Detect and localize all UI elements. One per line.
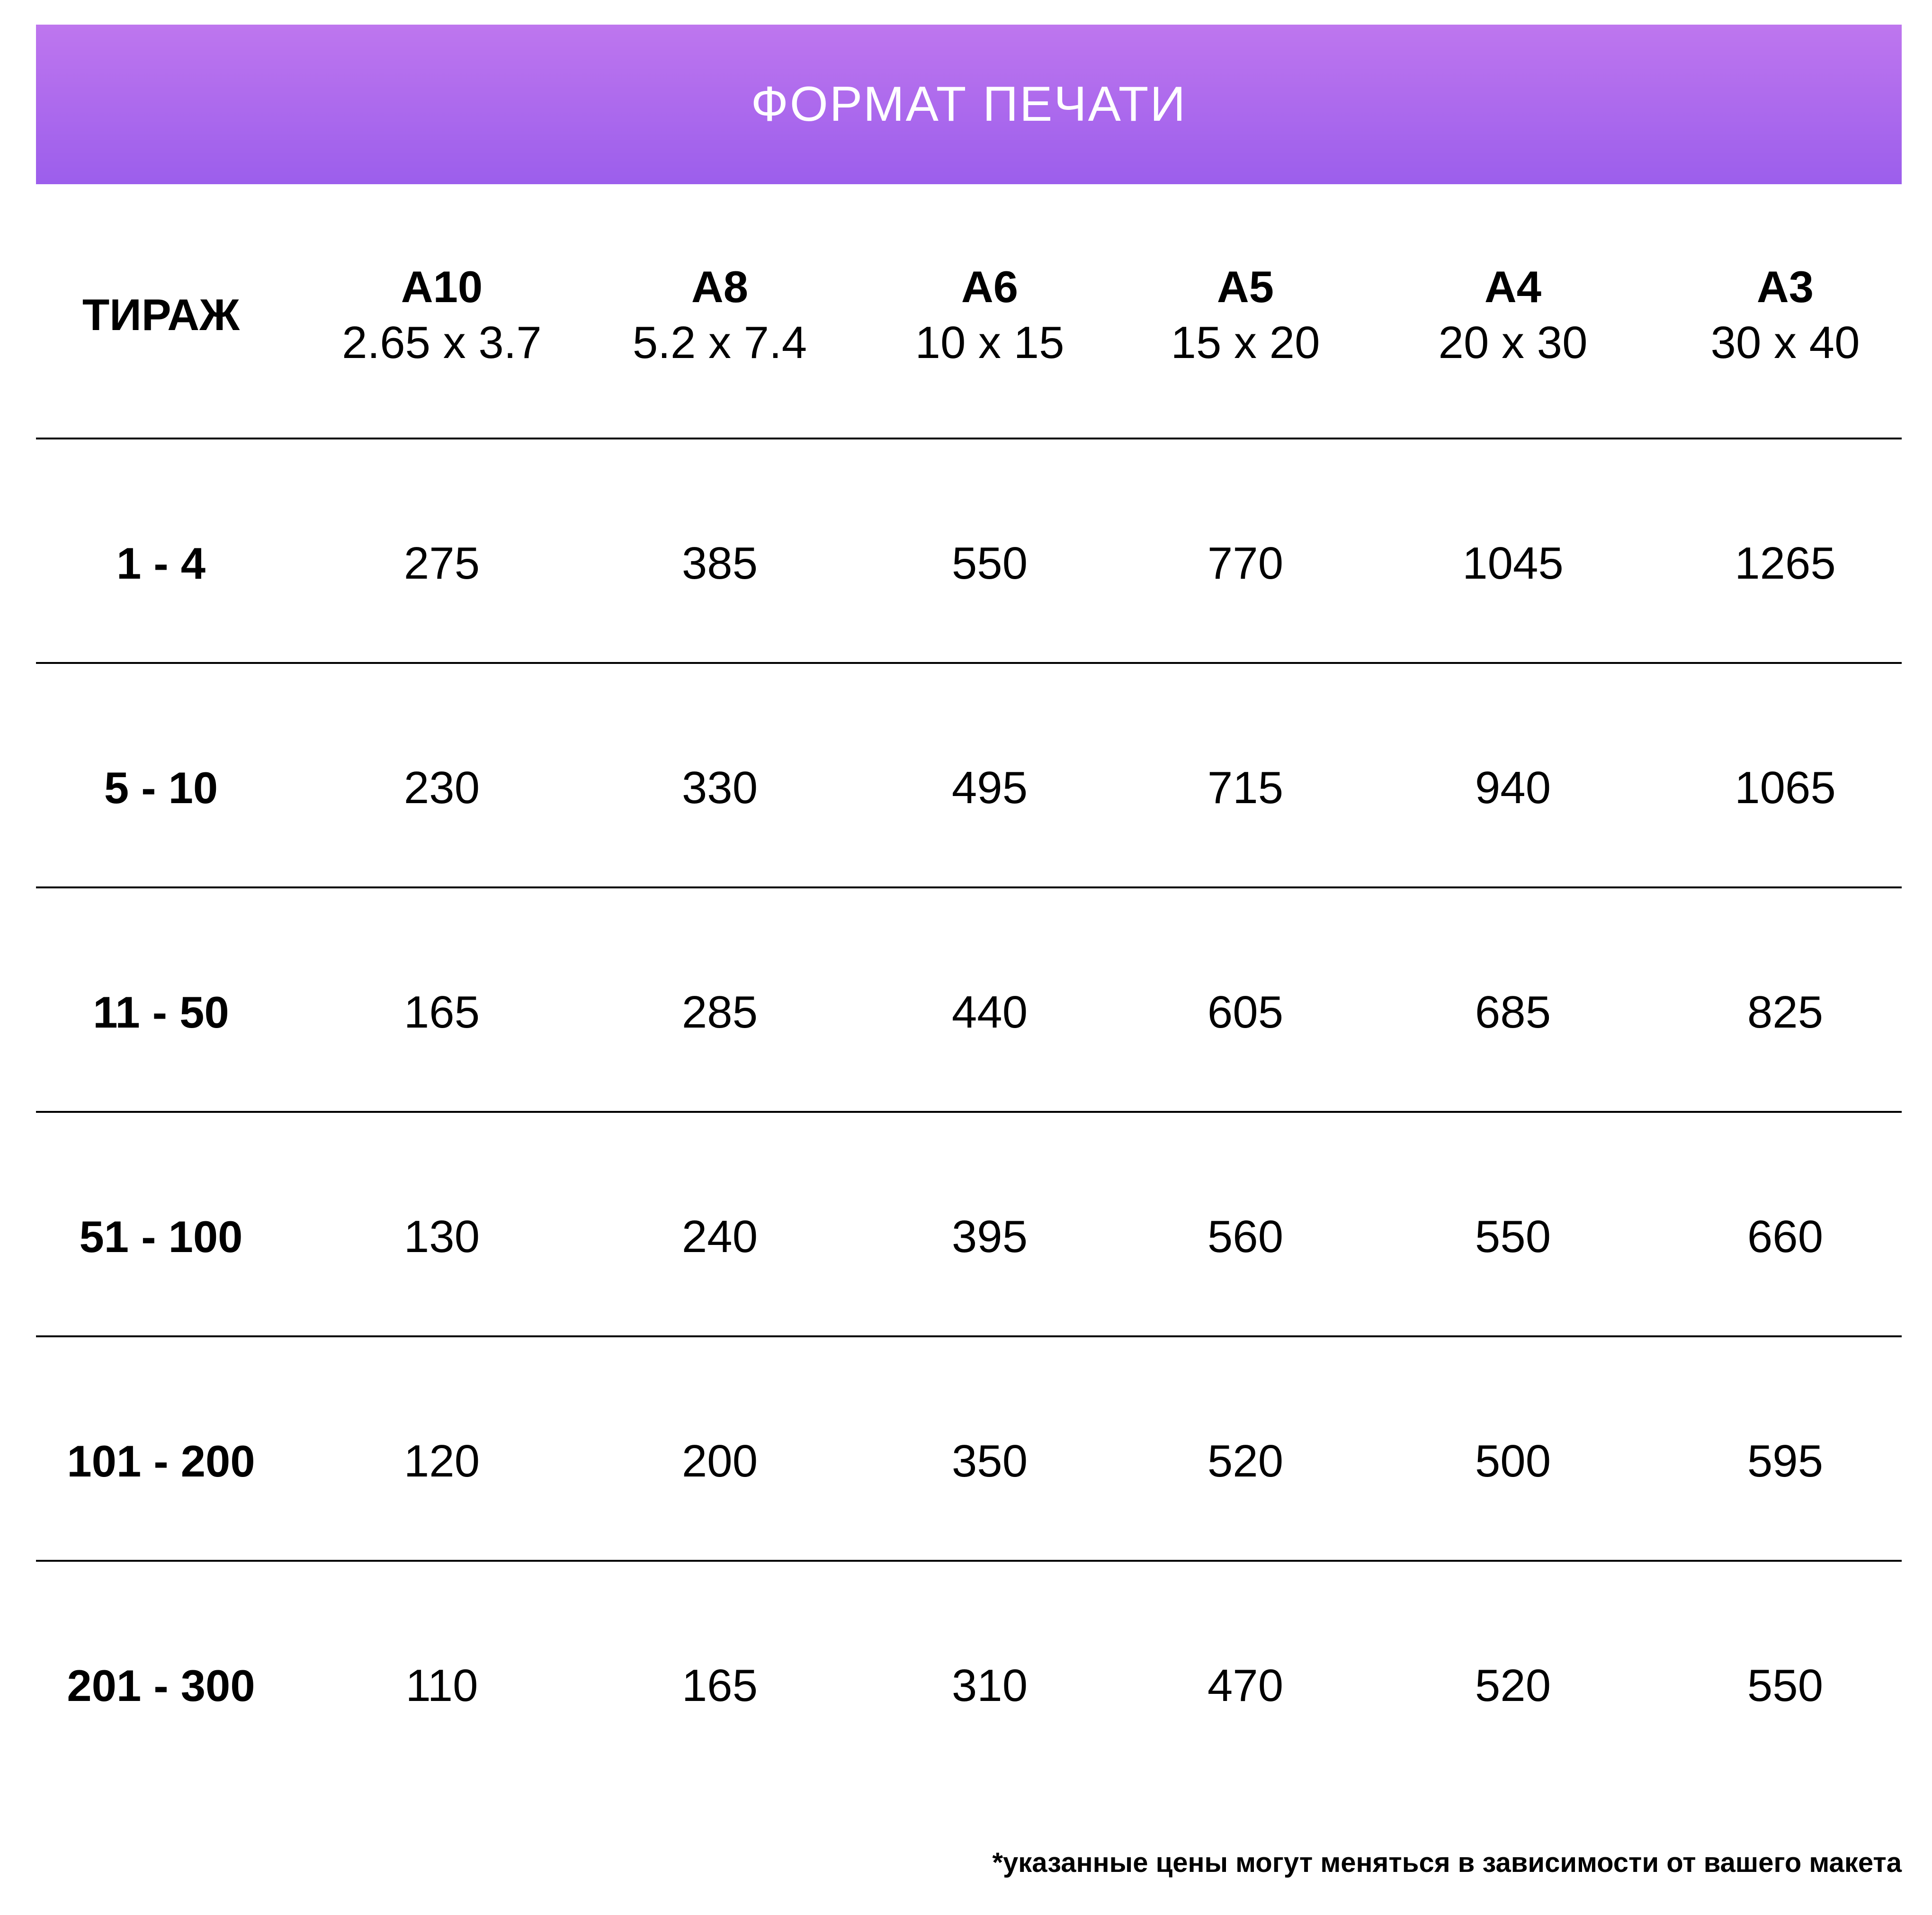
header-circulation: ТИРАЖ <box>82 290 240 340</box>
price-cell: 230 <box>403 762 480 813</box>
format-size: 5.2 x 7.4 <box>632 317 807 368</box>
price-cell: 350 <box>951 1436 1028 1486</box>
table-row <box>0 1199 1932 1275</box>
circulation-range: 51 - 100 <box>79 1212 243 1262</box>
price-cell: 550 <box>951 538 1028 589</box>
format-name: A4 <box>1484 262 1542 312</box>
price-cell: 165 <box>403 987 480 1038</box>
format-size: 10 x 15 <box>915 317 1064 368</box>
row-divider <box>36 886 1902 888</box>
price-cell: 395 <box>951 1211 1028 1262</box>
price-cell: 520 <box>1207 1436 1284 1486</box>
table-row <box>0 975 1932 1050</box>
header-format <box>871 251 1108 379</box>
circulation-range: 5 - 10 <box>104 763 218 813</box>
price-cell: 595 <box>1747 1436 1824 1486</box>
format-size: 20 x 30 <box>1438 317 1588 368</box>
row-divider <box>36 438 1902 439</box>
format-name: A5 <box>1216 262 1274 312</box>
row-divider <box>36 1560 1902 1562</box>
format-name: A10 <box>401 262 483 312</box>
format-size: 2.65 x 3.7 <box>342 317 542 368</box>
price-cell: 715 <box>1207 762 1284 813</box>
price-cell: 200 <box>681 1436 758 1486</box>
header-format <box>323 251 560 379</box>
price-cell: 285 <box>681 987 758 1038</box>
format-size: 30 x 40 <box>1710 317 1860 368</box>
price-cell: 1065 <box>1735 762 1836 813</box>
price-cell: 110 <box>405 1660 478 1711</box>
row-divider <box>36 1335 1902 1337</box>
price-cell: 560 <box>1207 1211 1284 1262</box>
price-cell: 550 <box>1475 1211 1551 1262</box>
price-cell: 550 <box>1747 1660 1824 1711</box>
price-cell: 605 <box>1207 987 1284 1038</box>
price-cell: 770 <box>1207 538 1284 589</box>
price-cell: 660 <box>1747 1211 1824 1262</box>
price-cell: 500 <box>1475 1436 1551 1486</box>
table-row <box>0 1423 1932 1499</box>
price-cell: 130 <box>403 1211 480 1262</box>
row-divider <box>36 1111 1902 1113</box>
table-row <box>0 526 1932 601</box>
price-cell: 825 <box>1747 987 1824 1038</box>
circulation-range: 101 - 200 <box>67 1436 255 1486</box>
price-cell: 1265 <box>1735 538 1836 589</box>
price-cell: 310 <box>951 1660 1028 1711</box>
format-name: A6 <box>961 262 1019 312</box>
header-format <box>1667 251 1904 379</box>
price-cell: 1045 <box>1462 538 1564 589</box>
circulation-range: 201 - 300 <box>67 1661 255 1710</box>
price-cell: 330 <box>681 762 758 813</box>
price-cell: 275 <box>403 538 480 589</box>
price-cell: 165 <box>681 1660 758 1711</box>
footnote: *указанные цены могут меняться в зависимости от вашего макета <box>992 1847 1902 1878</box>
price-cell: 940 <box>1475 762 1551 813</box>
price-cell: 685 <box>1475 987 1551 1038</box>
format-name: A8 <box>691 262 749 312</box>
row-divider <box>36 662 1902 664</box>
format-name: A3 <box>1756 262 1814 312</box>
title-banner <box>36 25 1902 184</box>
price-cell: 520 <box>1475 1660 1551 1711</box>
price-cell: 470 <box>1207 1660 1284 1711</box>
price-cell: 385 <box>681 538 758 589</box>
price-cell: 120 <box>403 1436 480 1486</box>
circulation-range: 1 - 4 <box>116 538 206 588</box>
header-format <box>1395 251 1631 379</box>
table-header-row <box>0 251 1932 379</box>
format-size: 15 x 20 <box>1171 317 1320 368</box>
price-cell: 440 <box>951 987 1028 1038</box>
banner-title: ФОРМАТ ПЕЧАТИ <box>751 77 1187 132</box>
circulation-range: 11 - 50 <box>93 987 229 1037</box>
price-cell: 495 <box>951 762 1028 813</box>
price-cell: 240 <box>681 1211 758 1262</box>
header-format <box>601 251 838 379</box>
table-row <box>0 1648 1932 1724</box>
header-format <box>1127 251 1364 379</box>
table-row <box>0 750 1932 826</box>
